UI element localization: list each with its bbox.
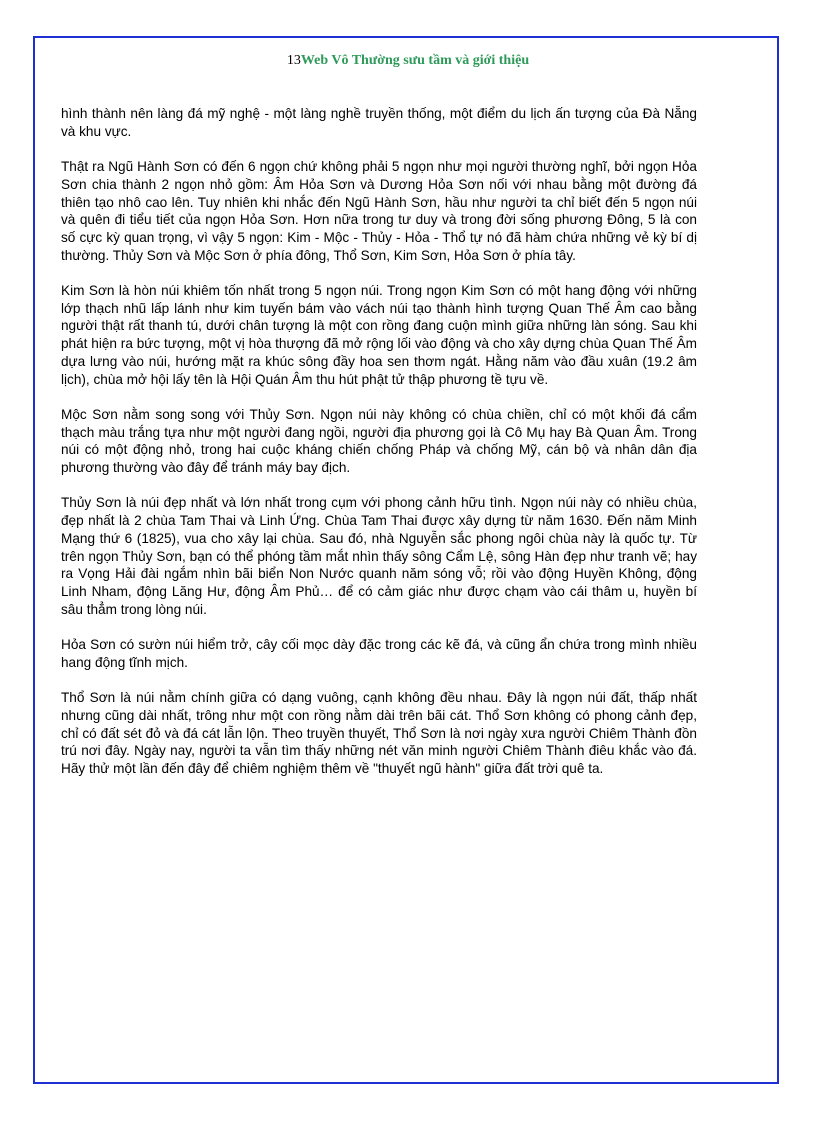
paragraph-six-peaks: Thật ra Ngũ Hành Sơn có đến 6 ngọn chứ không phải 5 ngọn như mọi người thường nghĩ, bởi ngọn Hỏa Sơn chia thành 2 ngọn nhỏ gồm: Âm Hỏa Sơn và Dương Hỏa Sơn nối với nhau bằng một đường đá thiên tạo nhô cao lên. Tuy nhiên khi nhắc đến Ngũ Hành Sơn, hầu như người ta chỉ biết đến 5 ngọn núi và quên đi tiểu tiết của ngọn Hỏa Sơn. Hơn nữa trong tư duy và trong đời sống phương Đông, 5 là con số cực kỳ quan trọng, vì vậy 5 ngọn: Kim - Mộc - Thủy - Hỏa - Thổ tự nó đã hàm chứa những vẻ kỳ bí dị thường. Thủy Sơn và Mộc Sơn ở phía đông, Thổ Sơn, Kim Sơn, Hỏa Sơn ở phía tây. (61, 159, 697, 263)
paragraph-thuy-son: Thủy Sơn là núi đẹp nhất và lớn nhất trong cụm với phong cảnh hữu tình. Ngọn núi này có nhiều chùa, đẹp nhất là 2 chùa Tam Thai và Linh Ứng. Chùa Tam Thai được xây dựng từ năm 1630. Đến năm Minh Mạng thứ 6 (1825), vua cho xây lại chùa. Sau đó, nhà Nguyễn sắc phong ngôi chùa này là quốc tự. Từ trên ngọn Thủy Sơn, bạn có thể phóng tầm mắt nhìn thấy sông Cẩm Lệ, sông Hàn đẹp như tranh vẽ; hay ra Vọng Hải đài ngắm nhìn bãi biển Non Nước quanh năm sóng vỗ; rồi vào động Huyền Không, động Linh Nham, động Lăng Hư, động Âm Phủ… để có cảm giác như được chạm vào cái thâm u, huyền bí sâu thẳm trong lòng núi. (61, 495, 697, 617)
page-header (0, 52, 816, 70)
paragraph-tho-son: Thổ Sơn là núi nằm chính giữa có dạng vuông, cạnh không đều nhau. Đây là ngọn núi đất, thấp nhất nhưng cũng dài nhất, trông như một con rồng nằm dài trên bãi cát. Thổ Sơn không có phong cảnh đẹp, chỉ có đất sét đỏ và đá cát lẫn lộn. Theo truyền thuyết, Thổ Sơn là nơi ngày xưa người Chiêm Thành đồn trú nơi đây. Ngày nay, người ta vẫn tìm thấy những nét văn minh người Chiêm Thành điêu khắc vào đá. Hãy thử một lần đến đây để chiêm nghiệm thêm về "thuyết ngũ hành" giữa đất trời quê ta. (61, 690, 697, 776)
document-body (61, 105, 697, 795)
site-title: Web Vô Thường sưu tầm và giới thiệu (300, 53, 530, 68)
page-number: 13 (286, 53, 301, 68)
paragraph-hoa-son: Hỏa Sơn có sườn núi hiểm trở, cây cối mọc dày đặc trong các kẽ đá, và cũng ẩn chứa trong mình nhiều hang động tĩnh mịch. (61, 637, 697, 670)
paragraph-moc-son: Mộc Sơn nằm song song với Thủy Sơn. Ngọn núi này không có chùa chiền, chỉ có một khối đá cẩm thạch màu trắng tựa như một người đang ngồi, người địa phương gọi là Cô Mụ hay Bà Quan Âm. Trong núi có một động nhỏ, trong hai cuộc kháng chiến chống Pháp và chống Mỹ, cán bộ và nhân dân địa phương thường vào đây để tránh máy bay địch. (61, 406, 697, 476)
paragraph-intro-continuation: hình thành nên làng đá mỹ nghệ - một làng nghề truyền thống, một điểm du lịch ấn tượng của Đà Nẵng và khu vực. (61, 106, 697, 139)
paragraph-kim-son: Kim Sơn là hòn núi khiêm tốn nhất trong 5 ngọn núi. Trong ngọn Kim Sơn có một hang động với những lớp thạch nhũ lấp lánh như kim tuyến bám vào vách núi tạo thành hình tượng Quan Thế Âm cao bằng người thật rất thanh tú, dưới chân tượng là một con rồng đang cuộn mình giữa những làn sóng. Sau khi phát hiện ra bức tượng, một vị hòa thượng đã mở rộng lối vào động và cho xây dựng chùa Quan Thế Âm dựa lưng vào núi, hướng mặt ra khúc sông đầy hoa sen thơm ngát. Hằng năm vào đầu xuân (19.2 âm lịch), chùa mở hội lấy tên là Hội Quán Âm thu hút phật tử thập phương tề tựu về. (61, 283, 697, 387)
